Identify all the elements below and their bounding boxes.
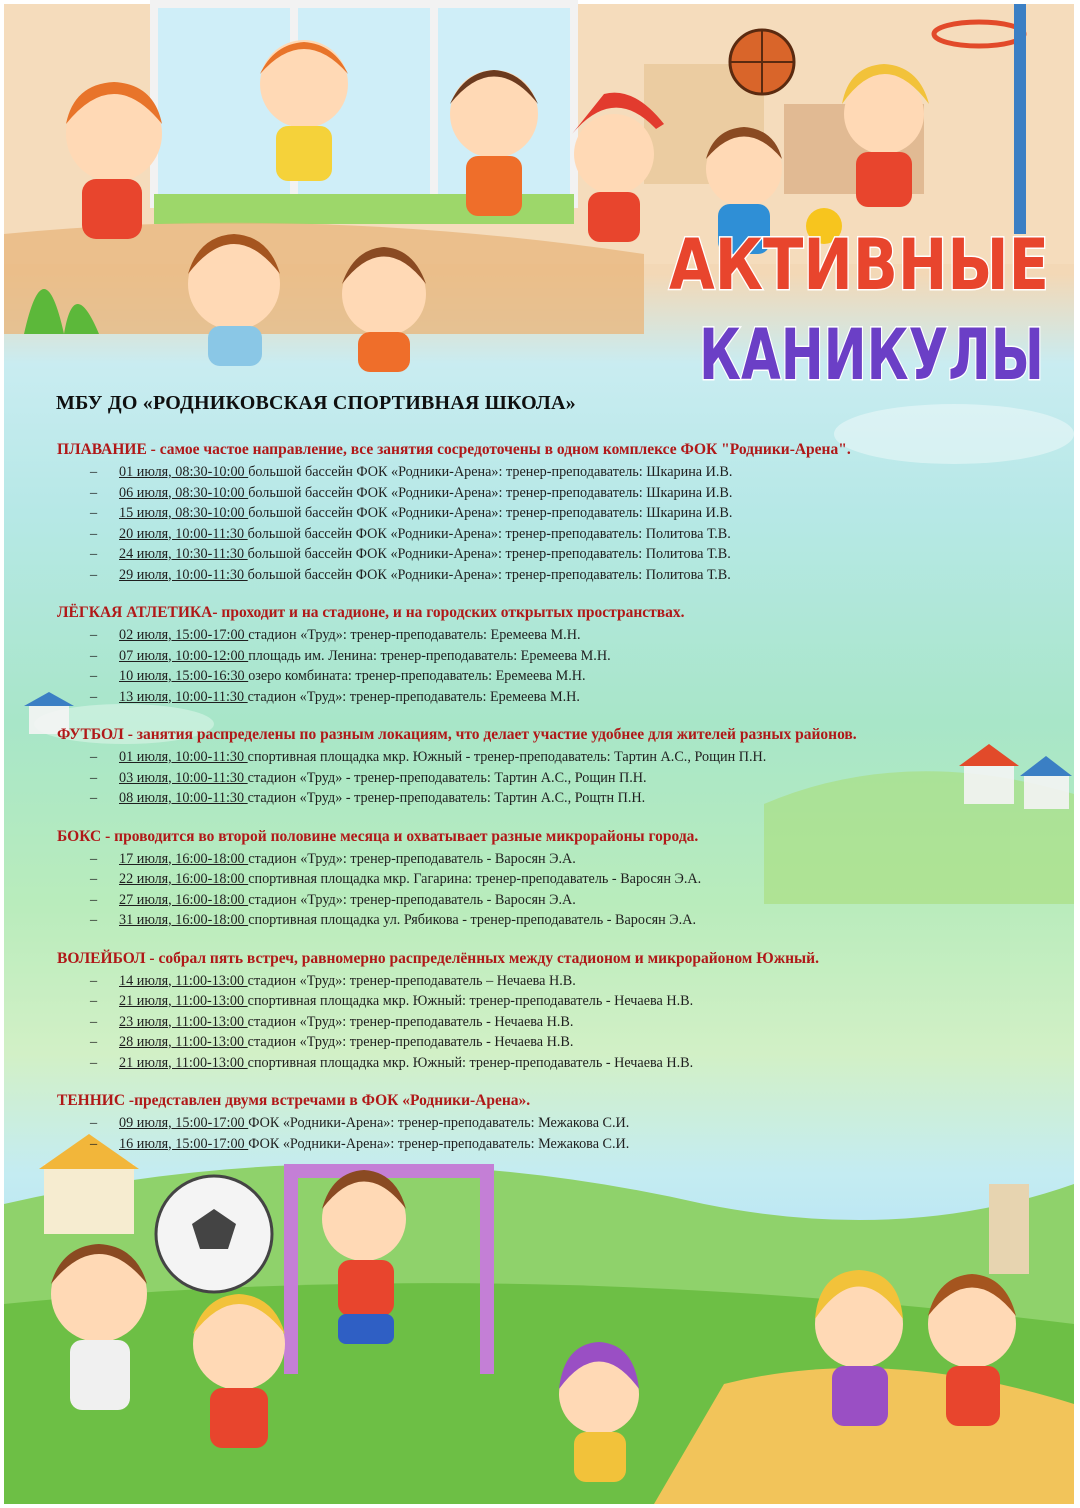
list-dash: –: [90, 1013, 98, 1030]
list-dash: –: [90, 647, 98, 664]
entry-date-time: 27 июля, 16:00-18:00: [119, 891, 249, 908]
entry-date-time: 29 июля, 10:00-11:30: [119, 566, 248, 583]
list-dash: –: [90, 912, 98, 928]
entry-date-time: 06 июля, 08:30-10:00: [119, 484, 249, 501]
schedule-entry: [54, 524, 1054, 545]
entry-date-time: 28 июля, 11:00-13:00: [119, 1034, 248, 1050]
schedule-entry: [54, 788, 1054, 809]
entry-description: спортивная площадка ул. Рябикова - тренер-преподаватель - Варосян Э.А.: [248, 912, 697, 928]
entry-description: спортивная площадка мкр. Южный: тренер-преподаватель - Нечаева Н.В.: [247, 1054, 694, 1071]
entry-date-time: 07 июля, 10:00-12:00: [119, 647, 249, 664]
entry-date-time: 17 июля, 16:00-18:00: [119, 850, 249, 867]
schedule-entry: [54, 1032, 1054, 1053]
schedule-entry: [54, 1113, 1054, 1134]
entry-description: спортивная площадка мкр. Южный - тренер-преподаватель: Тартин А.С., Рощин П.Н.: [247, 749, 767, 765]
sections-list: [54, 441, 1054, 1154]
schedule-entry: [54, 747, 1054, 768]
list-dash: –: [90, 1054, 98, 1071]
list-dash: –: [90, 749, 98, 765]
entry-description: стадион «Труд»: тренер-преподаватель - Нечаева Н.В.: [247, 1013, 574, 1030]
entry-date-time: 01 июля, 10:00-11:30: [119, 749, 248, 765]
list-dash: –: [90, 566, 98, 583]
list-dash: –: [90, 871, 98, 887]
sport-section: [54, 950, 1054, 1074]
entry-date-time: 22 июля, 16:00-18:00: [119, 871, 249, 887]
entry-description: большой бассейн ФОК «Родники-Арена»: тренер-преподаватель: Политова Т.В.: [247, 566, 731, 583]
entry-description: большой бассейн ФОК «Родники-Арена»: тренер-преподаватель: Политова Т.В.: [247, 525, 731, 542]
list-dash: –: [90, 1034, 98, 1050]
entry-date-time: 13 июля, 10:00-11:30: [119, 688, 248, 705]
sport-section: [54, 1092, 1054, 1154]
schedule-entry: [54, 565, 1054, 586]
entry-date-time: 09 июля, 15:00-17:00: [119, 1115, 249, 1131]
entry-description: большой бассейн ФОК «Родники-Арена»: тренер-преподаватель: Шкарина И.В.: [248, 464, 733, 480]
entry-date-time: 10 июля, 15:00-16:30: [119, 668, 249, 684]
entry-description: спортивная площадка мкр. Южный: тренер-преподаватель - Нечаева Н.В.: [247, 993, 694, 1009]
list-dash: –: [90, 688, 98, 705]
logo-line2: КАНИКУЛЫ: [699, 314, 1044, 396]
sport-section: [54, 828, 1054, 931]
entry-description: ФОК «Родники-Арена»: тренер-преподаватель: Межакова С.И.: [248, 1135, 630, 1152]
list-dash: –: [90, 891, 98, 908]
list-dash: –: [90, 993, 98, 1009]
schedule-entry: [54, 971, 1054, 992]
entry-description: озеро комбината: тренер-преподаватель: Еремеева М.Н.: [248, 668, 586, 684]
entry-date-time: 24 июля, 10:30-11:30: [119, 546, 248, 562]
sport-section: [54, 726, 1054, 809]
entry-date-time: 01 июля, 08:30-10:00: [119, 464, 249, 480]
list-dash: –: [90, 850, 98, 867]
title-logo: [664, 204, 1054, 394]
list-dash: –: [90, 668, 98, 684]
list-dash: –: [90, 972, 98, 989]
schedule-document: [54, 392, 1054, 1173]
list-dash: –: [90, 769, 98, 786]
section-heading: ПЛАВАНИЕ - самое частое направление, все занятия сосредоточены в одном комплексе ФОК "Родники-Арена".: [57, 441, 851, 458]
entry-date-time: 02 июля, 15:00-17:00: [119, 627, 249, 643]
schedule-entry: [54, 462, 1054, 483]
list-dash: –: [90, 627, 98, 643]
list-dash: –: [90, 464, 98, 480]
entry-date-time: 16 июля, 15:00-17:00: [119, 1135, 249, 1152]
sport-section: [54, 604, 1054, 707]
schedule-entry: [54, 687, 1054, 708]
entry-date-time: 08 июля, 10:00-11:30: [119, 790, 248, 806]
sport-section: [54, 441, 1054, 585]
schedule-entry: [54, 625, 1054, 646]
list-dash: –: [90, 1115, 98, 1131]
schedule-entry: [54, 483, 1054, 504]
entry-description: большой бассейн ФОК «Родники-Арена»: тренер-преподаватель: Шкарина И.В.: [248, 505, 733, 521]
entry-description: ФОК «Родники-Арена»: тренер-преподаватель: Межакова С.И.: [248, 1115, 630, 1131]
entry-description: площадь им. Ленина: тренер-преподаватель: Еремеева М.Н.: [248, 647, 611, 664]
entry-description: стадион «Труд» - тренер-преподаватель: Тартин А.С., Рощтн П.Н.: [247, 790, 646, 806]
entry-description: стадион «Труд»: тренер-преподаватель: Еремеева М.Н.: [248, 627, 581, 643]
schedule-entry: [54, 544, 1054, 565]
poster: [4, 4, 1074, 1504]
list-dash: –: [90, 505, 98, 521]
schedule-entry: [54, 1012, 1054, 1033]
entry-date-time: 15 июля, 08:30-10:00: [119, 505, 249, 521]
entry-date-time: 31 июля, 16:00-18:00: [119, 912, 249, 928]
entry-description: стадион «Труд»: тренер-преподаватель - Нечаева Н.В.: [247, 1034, 574, 1050]
section-heading: ВОЛЕЙБОЛ - собрал пять встреч, равномерно распределённых между стадионом и микрорайоном Южный.: [57, 949, 819, 967]
section-heading: ТЕННИС -представлен двумя встречами в ФОК «Родники-Арена».: [57, 1092, 531, 1109]
schedule-entry: [54, 849, 1054, 870]
entry-description: спортивная площадка мкр. Гагарина: тренер-преподаватель - Варосян Э.А.: [248, 871, 702, 887]
list-dash: –: [90, 484, 98, 501]
schedule-entry: [54, 646, 1054, 667]
section-heading: БОКС - проводится во второй половине месяца и охватывает разные микрорайоны города.: [57, 827, 699, 845]
schedule-entry: [54, 910, 1054, 931]
organization-title: МБУ ДО «РОДНИКОВСКАЯ СПОРТИВНАЯ ШКОЛА»: [56, 392, 576, 414]
entry-date-time: 03 июля, 10:00-11:30: [119, 769, 248, 786]
entry-description: стадион «Труд»: тренер-преподаватель - Варосян Э.А.: [248, 891, 576, 908]
entry-date-time: 23 июля, 11:00-13:00: [119, 1013, 248, 1030]
section-heading: ЛЁГКАЯ АТЛЕТИКА- проходит и на стадионе, и на городских открытых пространствах.: [57, 604, 685, 621]
schedule-entry: [54, 991, 1054, 1012]
schedule-entry: [54, 503, 1054, 524]
entry-date-time: 14 июля, 11:00-13:00: [119, 972, 248, 989]
list-dash: –: [90, 1135, 98, 1152]
schedule-entry: [54, 869, 1054, 890]
entry-description: большой бассейн ФОК «Родники-Арена»: тренер-преподаватель: Политова Т.В.: [247, 546, 731, 562]
schedule-entry: [54, 666, 1054, 687]
entry-description: большой бассейн ФОК «Родники-Арена»: тренер-преподаватель: Шкарина И.В.: [248, 484, 733, 501]
list-dash: –: [90, 790, 98, 806]
entry-date-time: 20 июля, 10:00-11:30: [119, 525, 248, 542]
entry-description: стадион «Труд» - тренер-преподаватель: Тартин А.С., Рощин П.Н.: [247, 769, 647, 786]
logo-line1: АКТИВНЫЕ: [669, 224, 1049, 306]
entry-description: стадион «Труд»: тренер-преподаватель - Варосян Э.А.: [248, 850, 576, 867]
schedule-entry: [54, 890, 1054, 911]
list-dash: –: [90, 546, 98, 562]
entry-date-time: 21 июля, 11:00-13:00: [119, 1054, 248, 1071]
schedule-entry: [54, 1053, 1054, 1074]
schedule-entry: [54, 768, 1054, 789]
schedule-entry: [54, 1134, 1054, 1155]
entry-description: стадион «Труд»: тренер-преподаватель: Еремеева М.Н.: [247, 688, 580, 705]
section-heading: ФУТБОЛ - занятия распределены по разным локациям, что делает участие удобнее для жителей разных районов.: [57, 726, 857, 743]
entry-date-time: 21 июля, 11:00-13:00: [119, 993, 248, 1009]
entry-description: стадион «Труд»: тренер-преподаватель – Нечаева Н.В.: [247, 972, 576, 989]
list-dash: –: [90, 525, 98, 542]
